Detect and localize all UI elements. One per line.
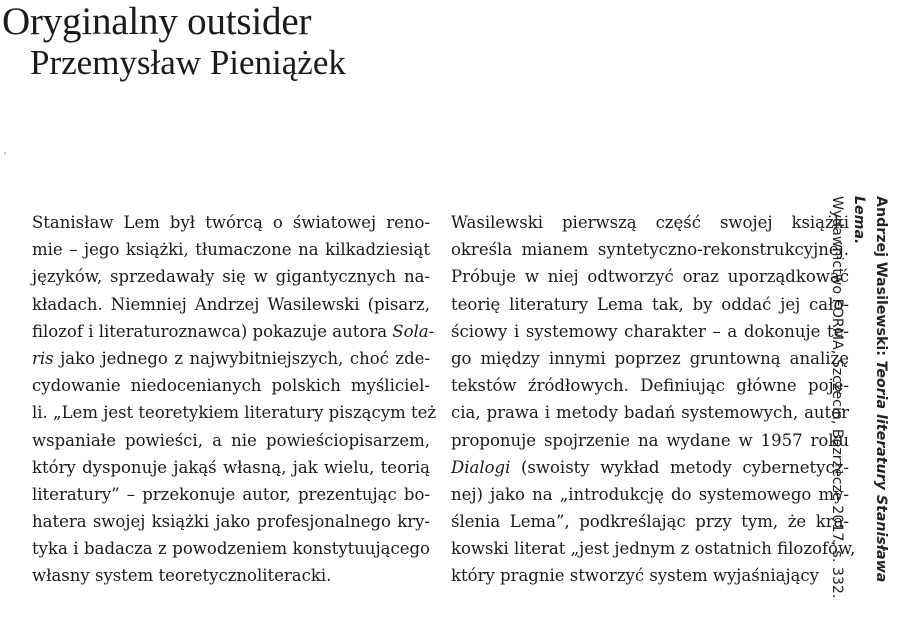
publisher-line: Wydawnictwo FORMA, Szczecin, Bezrzecze 2017, s. 332.: [829, 196, 845, 599]
article-author: Przemysław Pieniążek: [30, 43, 346, 82]
text-column-left: [32, 209, 437, 590]
work-title: Dialogi: [451, 457, 511, 477]
text-line: który pragnie stworzyć system wyjaśniający: [451, 566, 819, 586]
text-line: tekstów źródłowych. Definiując główne poję-: [451, 376, 849, 396]
text-line: ślenia Lema”, podkreślając przy tym, że kra-: [451, 512, 849, 532]
text-line: filozof i literaturoznawca) pokazuje autora Sola-: [32, 321, 435, 341]
book-author: Andrzej Wasilewski:: [873, 196, 889, 356]
text-line: ris jako jednego z najwybitniejszych, choć zde-: [32, 348, 430, 368]
book-title: Teoria literatury Stanisława Lema.: [851, 196, 889, 583]
text-line: języków, sprzedawały się w gigantycznych na-: [32, 267, 430, 287]
text-line: go między innymi poprzez gruntowną analizę: [451, 348, 849, 368]
book-info-sidebar: [826, 196, 892, 616]
text-line: proponuje spojrzenie na wydane w 1957 roku: [451, 430, 849, 450]
text-line: wspaniałe powieści, a nie powieściopisarzem,: [32, 430, 430, 450]
text-line: teorię literatury Lema tak, by oddać jej cało-: [451, 294, 849, 314]
text-line: literatury” – przekonuje autor, prezentując bo-: [32, 484, 430, 504]
text-line: Dialogi (swoisty wykład metody cybernetycz-: [451, 457, 849, 477]
text-line: który dysponuje jakąś własną, jak wielu, teorią: [32, 457, 430, 477]
text-line: kowski literat „jest jednym z ostatnich filozofów,: [451, 539, 856, 559]
text-line: ściowy i systemowy charakter – a dokonuje te-: [451, 321, 849, 341]
text-line: Próbuje w niej odtworzyć oraz uporządkować: [451, 267, 849, 287]
work-title: ris: [32, 348, 54, 368]
text-line: cia, prawa i metody badań systemowych, autor: [451, 403, 849, 423]
text-line: tyka i badacza z powodzeniem konstytuującego: [32, 539, 430, 559]
text-line: nej) jako na „introdukcję do systemowego my-: [451, 484, 849, 504]
text-line: li. „Lem jest teoretykiem literatury piszącym też: [32, 403, 437, 423]
work-title: Sola-: [392, 321, 435, 341]
book-info-line-1: [848, 196, 892, 616]
text-line: własny system teoretycznoliteracki.: [32, 566, 332, 586]
text-line: cydowanie niedocenianych polskich myśliciel-: [32, 376, 430, 396]
text-line: mie – jego książki, tłumaczone na kilkadziesiąt: [32, 240, 430, 260]
text-line: Stanisław Lem był twórcą o światowej reno-: [32, 213, 430, 232]
text-column-right: [451, 209, 856, 590]
scan-speck: [4, 152, 6, 155]
article-title: Oryginalny outsider: [2, 0, 312, 43]
text-line: kładach. Niemniej Andrzej Wasilewski (pisarz,: [32, 294, 430, 314]
text-line: określa mianem syntetyczno-rekonstrukcyjnej.: [451, 240, 849, 260]
text-line: hatera swojej książki jako profesjonalnego kry-: [32, 512, 430, 532]
text-line: Wasilewski pierwszą część swojej książki: [451, 213, 849, 232]
